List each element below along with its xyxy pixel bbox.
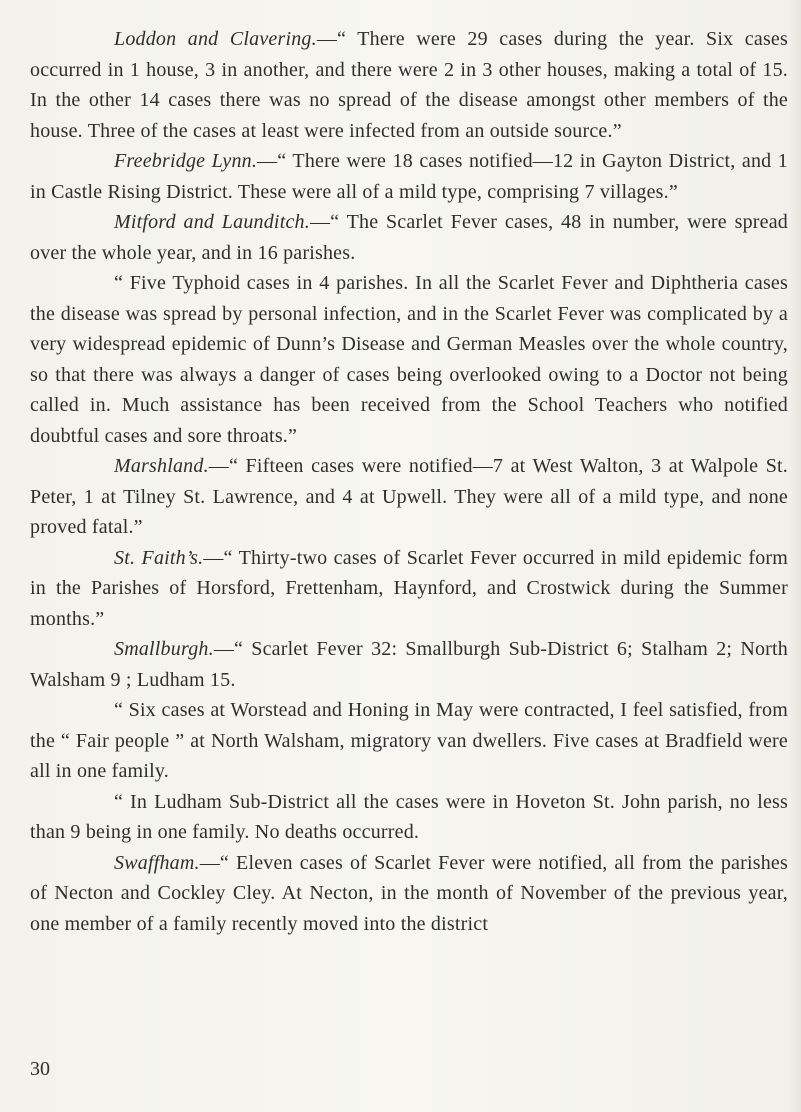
paragraph-text: —“ Scarlet Fever 32: Smallburgh Sub-District 6; Stalham 2; North Walsham 9 ; Ludham 15.: [30, 638, 788, 691]
paragraph-text: —“ Fifteen cases were notified—7 at West Walton, 3 at Walpole St. Peter, 1 at Tilney St. Lawrence, and 4 at Upwell. They were all of a mild type, and none proved fatal.”: [30, 455, 788, 538]
paragraph-text: “ Five Typhoid cases in 4 parishes. In all the Scarlet Fever and Diphtheria cases the disease was spread by personal infection, and in the Scarlet Fever was complicated by a very widespread epidemic of Dunn’s Disease and German Measles over the whole country, so that there was always a danger of cases being overlooked owing to a Doctor not being called in. Much assistance has been received from the School Teachers who notified doubtful cases and sore throats.”: [30, 272, 788, 447]
paragraph-text: —“ Thirty-two cases of Scarlet Fever occurred in mild epidemic form in the Parishes of Horsford, Frettenham, Haynford, and Crostwick during the Summer months.”: [30, 546, 789, 630]
paragraph-text: —“ There were 18 cases notified—12 in Gayton District, and 1 in Castle Rising District. These were all of a mild type, comprising 7 villages.”: [30, 150, 788, 203]
paragraph-worstead-honing: [30, 695, 788, 787]
place-name: Smallburgh.: [114, 638, 214, 660]
place-name: St. Faith’s.: [114, 546, 204, 569]
place-name: Marshland.: [114, 455, 209, 477]
paragraph-swaffham: [30, 848, 788, 940]
paragraph-text: —“ There were 29 cases during the year. Six cases occurred in 1 house, 3 in another, and there were 2 in 3 other houses, making a total of 15. In the other 14 cases there was no spread of the disease amongst other members of the house. Three of the cases at least were infected from an outside source.”: [30, 28, 788, 142]
paragraph-text: “ In Ludham Sub-District all the cases were in Hoveton St. John parish, no less than 9 being in one family. No deaths occurred.: [30, 790, 788, 843]
place-name: Mitford and Launditch.: [114, 211, 310, 233]
page-edge-shadow: [789, 0, 801, 1112]
paragraph-text: —“ The Scarlet Fever cases, 48 in number, were spread over the whole year, and in 16 parishes.: [30, 211, 788, 264]
paragraph-ludham: [30, 787, 788, 848]
report-text-block: [30, 24, 788, 939]
place-name: Swaffham.: [114, 851, 200, 874]
paragraph-mitford-launditch: [30, 207, 788, 268]
paragraph-marshland: [30, 451, 788, 543]
place-name: Freebridge Lynn.: [114, 150, 258, 172]
paragraph-smallburgh: [30, 634, 788, 695]
page-number: 30: [30, 1058, 50, 1080]
paragraph-freebridge-lynn: [30, 146, 788, 207]
paragraph-typhoid-cases: [30, 268, 788, 451]
paragraph-st-faiths: [30, 543, 788, 635]
paragraph-loddon-clavering: [30, 24, 788, 146]
paragraph-text: “ Six cases at Worstead and Honing in May were contracted, I feel satisfied, from the “ Fair people ” at North Walsham, migratory van dwellers. Five cases at Bradfield were all in one family.: [30, 699, 788, 782]
place-name: Loddon and Clavering.: [114, 28, 317, 50]
paragraph-text: —“ Eleven cases of Scarlet Fever were notified, all from the parishes of Necton and Cockley Cley. At Necton, in the month of November of the previous year, one member of a family recently moved into the district: [30, 851, 788, 935]
